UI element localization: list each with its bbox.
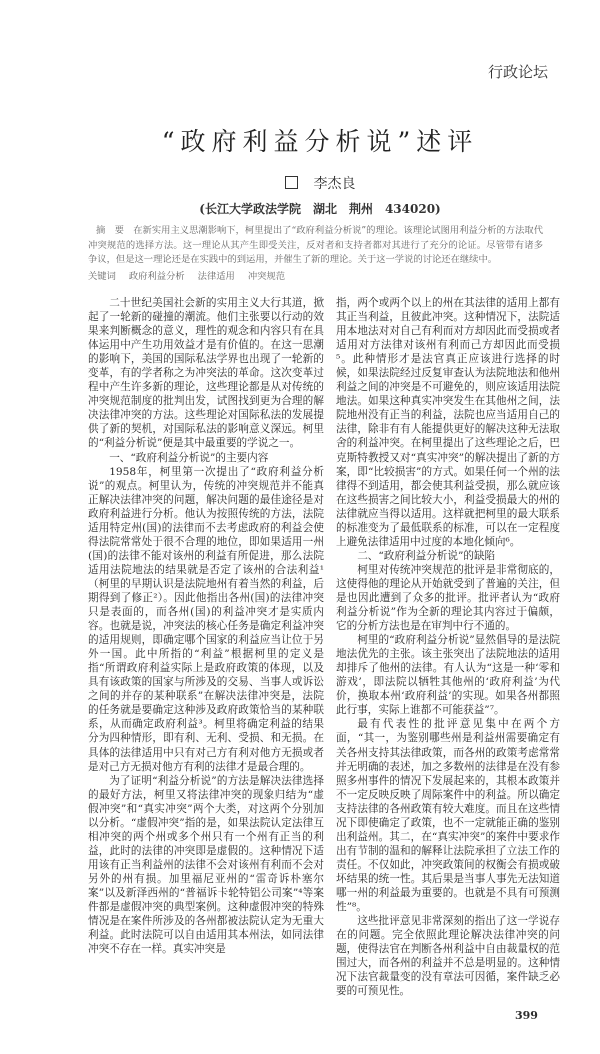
paragraph: 柯里对传统冲突规范的批评是非常彻底的，这使得他的理论从开始就受到了普遍的关注，但是也因此遭到了众多的批评。批评者认为“政府利益分析说”作为全新的理论其内容过于偏颇，它的分析方法也是在审判中行不通的。 (336, 563, 560, 633)
paragraph: 指，两个或两个以上的州在其法律的适用上都有其正当利益，且彼此冲突。这种情况下，法院适用本地法对对自己有利而对方却因此而受损或者适用对方法律对该州有利而己方却因此而受损⁵。此种情形才是法官真正应该进行选择的时候，如果法院经过反复审查认为法院地法和他州利益之间的冲突是不可避免的，则应该适用法院地法。如果这种真实冲突发生在其他州之间，法院地州没有正当的利益，法院也应当适用自己的法律，除非有有人能提供更好的解决这种无法取舍的利益冲突。在柯里提出了这些理论之后，巴克斯特教授又对“真实冲突”的解决提出了新的方案，即“比较损害”的方式。如果任何一个州的法律得不到适用，都会使其利益受损，那么就应该在这些损害之间比较大小，利益受损最大的州的法律就应当得以适用。这样就把柯里的最大联系的标准变为了最低联系的标准，可以在一定程度上避免法律适用中过度的本地化倾向⁶。 (336, 297, 560, 548)
body-column-right (336, 296, 560, 998)
author-line (40, 174, 600, 194)
section-heading: 一、“政府利益分析说”的主要内容 (109, 451, 269, 464)
body-columns (88, 296, 560, 998)
author-name: 李杰良 (313, 176, 356, 192)
section-heading: 二、“政府利益分析说”的缺陷 (357, 549, 496, 562)
paragraph: 柯里的“政府利益分析说”显然倡导的是法院地法优先的主张。该主张突出了法院地法的适用却排斥了他州的法律。有人认为“这是一种‘零和游戏’，即法院以牺牲其他州的‘政府利益’为代价，换取本州‘政府利益’的实现。如果各州都照此行事，实际上谁都不可能获益”⁷。 (336, 634, 560, 717)
keywords (88, 270, 543, 285)
keyword: 政府利益分析 (128, 270, 185, 282)
paragraph: 1958年，柯里第一次提出了“政府利益分析说”的观点。柯里认为，传统的冲突规范并不能真正解决法律冲突的问题，解决问题的最佳途径是对政府利益进行分析。他认为按照传统的方法，法院适用特定州(国)的法律而不去考虑政府的利益会使得法院常常处于很不合理的地位，即如果适用一州(国)的法律不能对该州的利益有所促进，那么法院适用法院地法的结果就是否定了该州的合法利益¹（柯里的早期认识是法院地州有着当然的利益，后期得到了修正²）。因此他指出各州(国)的法律冲突只是表面的，而各州(国)的利益冲突才是实质内容。也就是说，冲突法的核心任务是确定利益冲突的适用规则，即确定哪个国家的利益应当让位于另外一国。此中所指的“利益”根据柯里的定义是指“所谓政府利益实际上是政府政策的体现，以及具有该政策的国家与所涉及的交易、当事人或诉讼之间的并存的某种联系”在解决法律冲突是，法院的任务就是要确定这种涉及政府政策恰当的某种联系，从而确定政府利益³。柯里将确定利益的结果分为四种情形，即有利、无利、受损、和无损。在具体的法律适用中只有对己方有利对他方无损或者是对己方无损对他方有利的法律才是最合理的。 (88, 465, 324, 773)
paragraph: 最有代表性的批评意见集中在两个方面，“其一，为鉴别哪些州是利益州需要确定有关各州支持其法律政策，而各州的政策考虑常常并无明确的表述，加之多数州的法律是在没有参照多州事件的情况下发展起来的，其根本政策并不一定反映反映了周际案件中的利益。所以确定支持法律的各州政策有较大难度。而且在这些情况下即使确定了政策，也不一定就能正确的鉴别出利益州。其二，在“真实冲突”的案件中要求作出有节制的温和的解释让法院承担了立法工作的责任。不仅如此，冲突政策间的权衡会有损或破坏结果的统一性。其后果是当事人事先无法知道哪一州的利益最为重要的。也就是不具有可预测性”⁸。 (336, 718, 560, 914)
page-number: 399 (515, 1009, 538, 1023)
article-title: “政府利益分析说”述评 (161, 127, 479, 156)
keyword: 冲突规范 (247, 270, 286, 282)
body-column-left (88, 296, 324, 956)
square-bullet-icon (285, 176, 298, 189)
paragraph: 为了证明“利益分析说”的方法是解决法律选择的最好方法，柯里又将法律冲突的现象归结为“虚假冲突”和“真实冲突”两个大类，对这两个分别加以分析。“虚假冲突”指的是，如果法院认定法律互相冲突的两个州或多个州只有一个州有正当的利益，此时的法律的冲突即是虚假的。这种情况下适用该有正当利益州的法律不会对该州有利而不会对另外的州有损。加里福尼亚州的“雷奇诉朴塞尔案”以及新泽西州的“普福诉卡轮特铝公司案”⁴等案件都是虚假冲突的典型案例。这种虚假冲突的特殊情况是在案件所涉及的各州都被法院认定为无重大利益。此时法院可以自由适用其本州法，如同法律冲突不存在一样。真实冲突是 (88, 774, 324, 956)
journal-section-header: 行政论坛 (487, 63, 548, 81)
keywords-label: 关键词 (88, 270, 116, 282)
abstract: 摘 要 在新实用主义思潮影响下，柯里提出了“政府利益分析说”的理论。该理论试图用利益分析的方法取代冲突规范的选择方法。这一理论从其产生即受关注，反对者和支持者都对其进行了充分的论证。尽管带有诸多争议，但是这一理论还是在实践中的到运用，并催生了新的理论。关于这一学说的讨论还在继续中。 (88, 225, 543, 265)
paragraph: 二十世纪美国社会新的实用主义大行其道，掀起了一轮新的碰撞的潮流。他们主张要以行动的效果来判断概念的意义，理性的观念和内容只有在具体运用中产生功用效益才是有价值的。在这一思潮的影响下，美国的国际私法学界也出现了一轮新的变革，有的学者称之为冲突法的革命。这次变革过程中产生许多新的理论，这些理论都是从对传统的冲突规范制度的批判出发，试图找到更为合理的解决法律冲突的方法。这些理论对国际私法的发展提供了新的契机，对国际私法的影响意义深远。柯里的“利益分析说”便是其中最重要的学说之一。 (88, 297, 324, 450)
author-affiliation: (长江大学政法学院 湖北 荆州 434020) (199, 202, 441, 216)
paragraph: 这些批评意见非常深刻的指出了这一学说存在的问题。完全依照此理论解决法律冲突的问题，使得法官在判断各州利益中自由裁量权的范围过大，而各州的利益并不总是明显的。这种情况下法官裁量变的没有章法可因循，案件缺乏必要的可预见性。 (336, 915, 560, 998)
keyword: 法律适用 (197, 270, 235, 282)
